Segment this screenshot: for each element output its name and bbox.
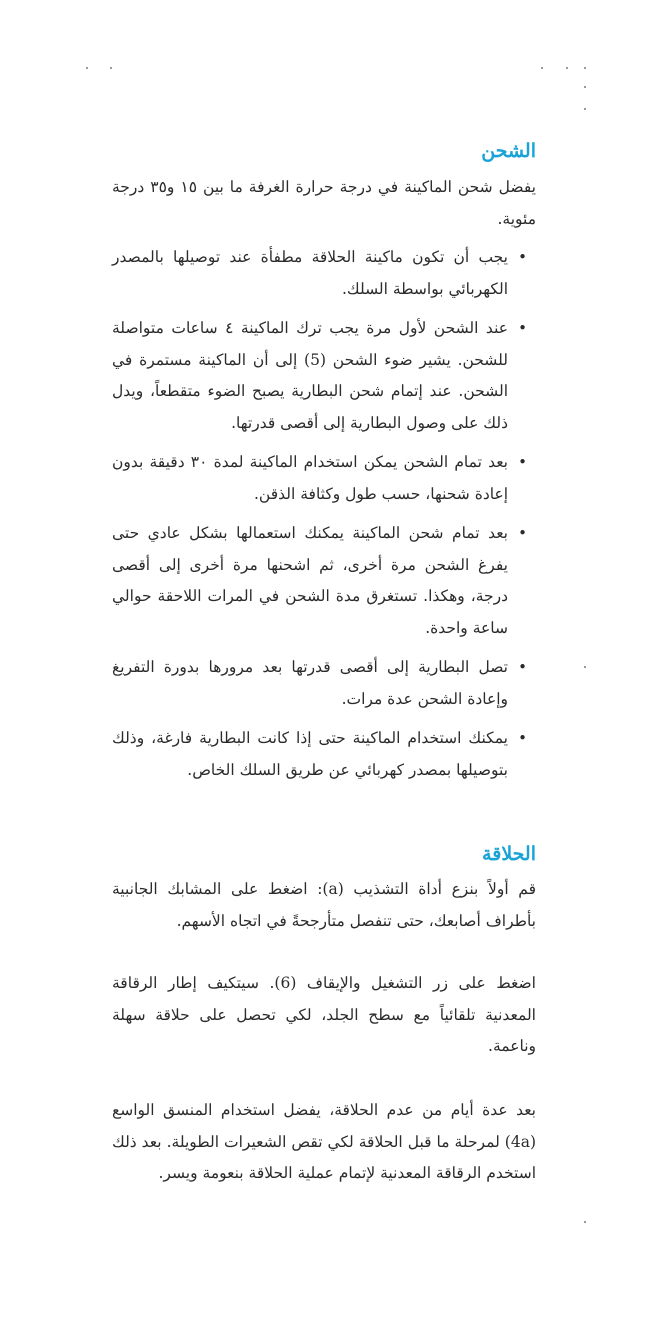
bullet-icon: •	[518, 658, 527, 676]
shaving-paragraph-3: بعد عدة أيام من عدم الحلاقة، يفضل استخدام المنسق الواسع (4a) لمرحلة ما قبل الحلاقة لكي تقص الشعيرات الطويلة. بعد ذلك استخدم الرقاقة المعدنية لإتمام عملية الحلاقة بنعومة ويسر.	[112, 1101, 536, 1182]
list-item-text: عند الشحن لأول مرة يجب ترك الماكينة ٤ ساعات متواصلة للشحن. يشير ضوء الشحن (5) إلى أن الماكينة مستمرة في الشحن. عند إتمام شحن البطارية يصبح الضوء متقطعاً، ويدل ذلك على وصول البطارية إلى أقصى قدرتها.	[112, 319, 508, 432]
list-item-text: يمكنك استخدام الماكينة حتى إذا كانت البطارية فارغة، وذلك بتوصيلها بمصدر كهربائي عن طريق السلك الخاص.	[112, 729, 508, 779]
list-item-text: تصل البطارية إلى أقصى قدرتها بعد مرورها بدورة التفريغ وإعادة الشحن عدة مرات.	[112, 658, 508, 708]
crop-mark	[86, 67, 88, 69]
bullet-icon: •	[518, 453, 527, 471]
list-item-text: بعد تمام شحن الماكينة يمكنك استعمالها بشكل عادي حتى يفرغ الشحن مرة أخرى، ثم اشحنها مرة أخرى إلى أقصى درجة، وهكذا. تستغرق مدة الشحن في المرات اللاحقة حوالي ساعة واحدة.	[112, 524, 508, 637]
section-title-charging: الشحن	[481, 140, 536, 162]
crop-mark	[584, 666, 586, 668]
manual-page	[112, 0, 536, 1332]
bullet-icon: •	[518, 248, 527, 266]
shaving-paragraph-2: اضغط على زر التشغيل والإيقاف (6). سيتكيف إطار الرقاقة المعدنية تلقائياً مع سطح الجلد، لكي تحصل على حلاقة سهلة وناعمة.	[112, 974, 536, 1055]
crop-mark	[584, 108, 586, 110]
charging-intro: يفضل شحن الماكينة في درجة حرارة الغرفة ما بين ١٥ و٣٥ درجة مئوية.	[112, 178, 536, 228]
list-item	[112, 652, 536, 715]
crop-mark	[566, 67, 568, 69]
crop-mark	[584, 1221, 586, 1223]
charging-bullet-list	[112, 242, 536, 794]
list-item	[112, 242, 536, 305]
list-item	[112, 313, 536, 439]
crop-mark	[541, 67, 543, 69]
crop-mark	[584, 86, 586, 88]
shaving-paragraph-1: قم أولاً بنزع أداة التشذيب (a): اضغط على المشابك الجانبية بأطراف أصابعك، حتى تنفصل متأرجحةً في اتجاه الأسهم.	[112, 880, 537, 930]
list-item-text: بعد تمام الشحن يمكن استخدام الماكينة لمدة ٣٠ دقيقة بدون إعادة شحنها، حسب طول وكثافة الذقن.	[112, 453, 508, 503]
crop-mark	[584, 67, 586, 69]
list-item	[112, 447, 536, 510]
bullet-icon: •	[518, 319, 527, 337]
list-item-text: يجب أن تكون ماكينة الحلاقة مطفأة عند توصيلها بالمصدر الكهربائي بواسطة السلك.	[112, 248, 508, 298]
list-item	[112, 518, 536, 644]
bullet-icon: •	[518, 729, 527, 747]
section-title-shaving: الحلاقة	[482, 843, 536, 865]
list-item	[112, 723, 536, 786]
bullet-icon: •	[518, 524, 527, 542]
